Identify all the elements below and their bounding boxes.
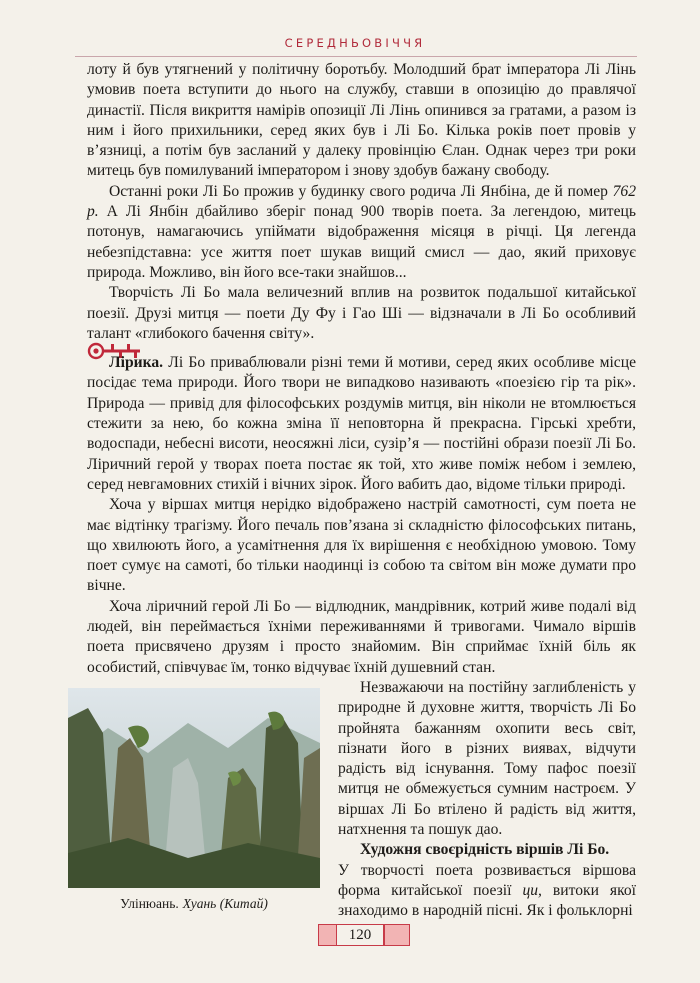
caption-location: Хуань (Китай) (182, 895, 268, 911)
lyric-paragraph-4: Незважаючи на постійну заглибленість у природне й духовне життя, творчість Лі Бо пройнята бажанням охопити весь світ, пізнати його в різних виявах, відчути радість від існування. Тому пафос поезії митця не обмежується сумним настроєм. У віршах Лі Бо втілено й радість від життя, натхнення та пошук дао. (338, 678, 636, 838)
figure-wrap (87, 678, 636, 922)
section-heading: Художня своєрідність віршів Лі Бо. (360, 841, 610, 859)
death-year: 762 р. (87, 182, 636, 221)
paragraph-3: Творчість Лі Бо мала величезний вплив на розвиток подальшої китайської поезії. Друзі митця — поети Ду Фу і Гао Ші — відзначали в Лі Бо особливий талант «глибокого бачення світу». (87, 284, 636, 342)
caption-place: Улінюань. (120, 895, 179, 911)
paragraph-2-rest: А Лі Янбін дбайливо зберіг понад 900 творів поета. За легендою, митець потонув, намагаючись упіймати відображення місяця в річці. Ця легенда небезпідставна: усе життя поет шукав вищий смисл — дао, який приховує природа. Можливо, він його все-таки знайшов... (87, 203, 636, 281)
section-text-after: витоки якої знаходимо в народній пісні. Як і фольклорні (338, 881, 636, 920)
figure-caption (68, 894, 320, 914)
lyric-paragraph (87, 353, 636, 495)
header-divider (75, 56, 637, 57)
figure (68, 688, 320, 920)
paragraph-1: лоту й був утягнений у політичну боротьбу. Молодший брат імператора Лі Лінь умовив поета вступити до нього на службу, ставши в опозицію до правлячої династії. Після викриття намірів опозиції Лі Лінь опинився за гратами, а разом із ним і його прихильники, серед яких був і Лі Бо. Кілька років поет провів у в’язниці, а потім був засланий у далеку провінцію Єлан. Однак через три роки митець був помилуваний імператором і знову здобув бажану свободу. (87, 61, 636, 180)
footer-left-box (318, 924, 338, 946)
section-term: ци, (522, 881, 542, 899)
lyric-paragraph-3: Хоча ліричний герой Лі Бо — відлюдник, мандрівник, котрий живе подалі від людей, він переймається їхніми переживаннями й тривогами. Чимало віршів поета присвячено друзям і просто знайомим. Він сприймає їхній біль як особистий, співчуває їм, тонко відчуває їхній душевний стан. (87, 597, 636, 676)
lyric-heading: Лірика. (109, 354, 164, 372)
footer-right-box (384, 924, 410, 946)
mountain-photo (68, 688, 320, 888)
section-text-before: У творчості поета розвивається віршова форма китайської поезії (338, 861, 636, 899)
page-number: 120 (336, 924, 384, 946)
running-title: СЕРЕДНЬОВІЧЧЯ (284, 36, 426, 50)
lyric-paragraph-2: Хоча у віршах митця нерідко відображено настрій самотності, сум поета не має відтінку трагізму. Його печаль пов’язана зі складністю філософських питань, що хвилюють його, а усамітнення для їх вирішення є необхідною умовою. Тому поет сумує на самоті, бо тільки наодинці із собою та світом він може думати про вічне. (87, 496, 636, 595)
lyric-text: Лі Бо приваблювали різні теми й мотиви, серед яких особливе місце посідає тема природи. Його твори не випадково називають «поезією гір та рік». Природа — привід для філософських роздумів митця, він ніколи не втомлюється стежити за нею, бо кожна зміна її неповторна й прекрасна. Гірські хребти, водоспади, небесні висоти, неосяжні ліси, сузір’я — постійні образи поезії Лі Бо. Ліричний герой у творах поета постає як той, хто живе поміж небом і землею, серед невгамовних стихій і вічних зірок. Його вабить дао, відоме тільки природі. (87, 354, 636, 493)
page-body (87, 60, 636, 921)
paragraph-2-text: Останні роки Лі Бо прожив у будинку свого родича Лі Янбіна, де й помер (109, 182, 608, 200)
paragraph-2 (87, 182, 636, 283)
